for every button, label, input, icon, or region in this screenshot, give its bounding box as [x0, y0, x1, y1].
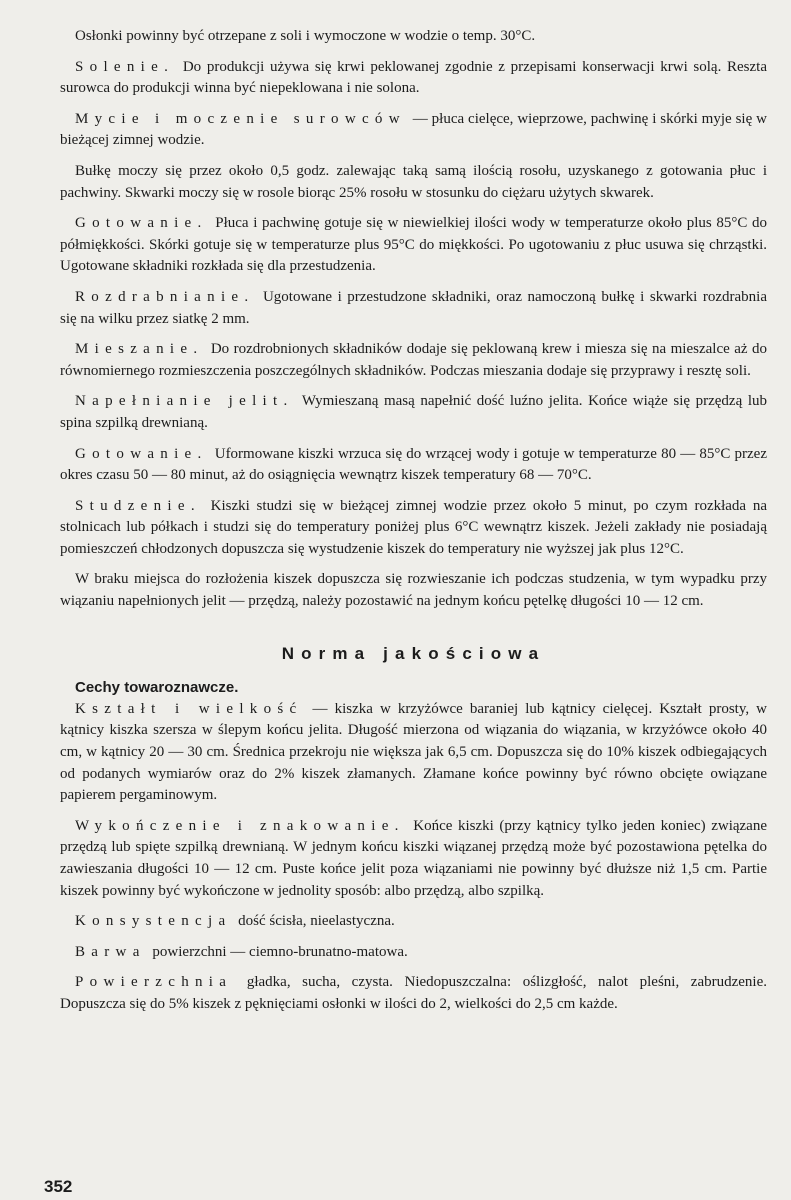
paragraph-text: dość ścisła, nieelastyczna.: [234, 913, 395, 930]
paragraph-lead: Napełnianie jelit.: [75, 393, 294, 410]
paragraph-text: Do rozdrobnionych składników dodaje się peklowaną krew i miesza się na mieszalce aż do równomiernego rozmieszczenia poszczególnych składników. Podczas mieszania dodaje się przyprawy i resztę soli.: [60, 341, 767, 379]
paragraph-gotowanie-2: [60, 444, 767, 487]
paragraph-konsystencja: [60, 911, 767, 933]
paragraph-text: Ugotowane i przestudzone składniki, oraz namoczoną bułkę i skwarki rozdrabnia się na wilku przez siatkę 2 mm.: [60, 288, 767, 327]
paragraph-text: Kiszki studzi się w bieżącej zimnej wodzie przez około 5 minut, po czym rozkłada na stolnicach lub półkach i studzi się do temperatury poniżej plus 6°C wewnątrz kiszek. Jeżeli zakłady nie posiadają pomieszczeń chłodzonych dopuszcza się wystudzenie kiszek do temperatury nie wyższej jak plus 12°C.: [60, 497, 767, 557]
paragraph-text: Bułkę moczy się przez około 0,5 godz. zalewając taką samą ilością rosołu, uzyskanego z gotowania płuc i pachwiny. Skwarki moczy się w rosole biorąc 25% rosołu w stosunku do ciężaru użytych skwarek.: [60, 162, 767, 201]
paragraph-text: gładka, sucha, czysta. Niedopuszczalna: oślizgłość, nalot pleśni, zabrudzenie. Dopuszcza się do 5% kiszek z pęknięciami osłonki w ilości do 2, wielkości do 2,5 cm każde.: [60, 974, 767, 1012]
paragraph-text: — kiszka w krzyżówce baraniej lub kątnicy cielęcej. Kształt prosty, w kątnicy kiszka szersza w ślepym końcu jelita. Długość mierzona od wiązania do wiązania, w krzyżówce około 40 cm, w kątnicy 20 — 30 cm. Średnica przekroju nie większa jak 6,5 cm. Dopuszcza się do 10% kiszek odbiegających od podanych wymiarów oraz do 2% kiszek złamanych. Złamane końce powinny być równo obcięte owiązane papierem pergaminowym.: [60, 700, 767, 804]
paragraph-mycie: [60, 109, 767, 152]
paragraph-lead: Gotowanie.: [75, 215, 208, 232]
top-section: [60, 26, 767, 613]
paragraph-lead: Powierzchnia: [75, 974, 233, 991]
paragraph-text: Wymieszaną masą napełnić dość luźno jelita. Końce wiąże się przędzą lub spina szpilką drewnianą.: [60, 393, 767, 431]
paragraph-lead: Barwa: [75, 943, 146, 960]
paragraph-lead: Rozdrabnianie.: [75, 288, 255, 305]
paragraph-lead: Konsystencja: [75, 913, 232, 930]
paragraph-bulka: [60, 161, 767, 204]
bottom-section: [60, 677, 767, 1015]
paragraph-text: Płuca i pachwinę gotuje się w niewielkiej ilości wody w temperaturze około plus 85°C do półmiękkości. Skórki gotuje się w temperaturze plus 95°C do miękkości. Po ugotowaniu z płuc usuwa się chrząstki. Ugotowane składniki rozkłada się dla przestudzenia.: [60, 215, 767, 275]
paragraph-lead: Wykończenie i znakowanie.: [75, 817, 405, 834]
paragraph-lead: Mieszanie.: [75, 341, 204, 358]
paragraph-text: W braku miejsca do rozłożenia kiszek dopuszcza się rozwieszanie ich podczas studzenia, w tym wypadku przy wiązaniu napełnionych jelit — przędzą, należy pozostawić na jednym końcu pętelkę długości 10 — 12 cm.: [60, 571, 767, 610]
paragraph-gotowanie-1: [60, 213, 767, 278]
paragraph-text: Osłonki powinny być otrzepane z soli i wymoczone w wodzie o temp. 30°C.: [75, 28, 536, 44]
paragraph-lead: Studzenie.: [75, 497, 201, 514]
paragraph-text: powierzchni — ciemno-brunatno-matowa.: [148, 943, 408, 960]
page-number: 352: [44, 1177, 73, 1196]
paragraph-braku-miejsca: [60, 569, 767, 612]
paragraph-text: Końce kiszki (przy kątnicy tylko jeden koniec) związane przędzą lub spięte szpilką drewnianą. W jednym końcu kiszki wiązanej przędzą może być pozostawiona pętelka do zawieszania długości 10 — 12 cm. Puste końce jelit poza wiązaniami nie powinny być dłuższe niż 1,5 cm. Partie kiszek powinny być wykończone w jednolity sposób: albo przędzą, albo szpilką.: [60, 817, 767, 899]
subheading: Cechy towaroznawcze.: [75, 679, 239, 697]
paragraph-ksztalt: [60, 699, 767, 807]
paragraph-osłonki: [60, 26, 767, 48]
paragraph-studzenie: [60, 496, 767, 561]
paragraph-rozdrabnianie: [60, 287, 767, 330]
paragraph-mieszanie: [60, 339, 767, 382]
paragraph-lead: Gotowanie.: [75, 445, 208, 462]
paragraph-lead: Solenie.: [75, 58, 175, 75]
paragraph-barwa: [60, 942, 767, 964]
paragraph-text: Uformowane kiszki wrzuca się do wrzącej wody i gotuje w temperaturze 80 — 85°C przez okres czasu 50 — 80 minut, aż do osiągnięcia wewnątrz kiszek temperatury 68 — 70°C.: [60, 445, 767, 484]
paragraph-wykonczenie: [60, 816, 767, 902]
paragraph-lead: Kształt i wielkość: [75, 700, 303, 717]
paragraph-text: — płuca cielęce, wieprzowe, pachwinę i skórki myje się w bieżącej zimnej wodzie.: [60, 110, 767, 149]
paragraph-text: Do produkcji używa się krwi peklowanej zgodnie z przepisami konserwacji krwi solą. Reszta surowca do produkcji winna być niepeklowana i nie solona.: [60, 58, 767, 97]
paragraph-napelnianie: [60, 391, 767, 434]
section-heading: Norma jakościowa: [281, 643, 546, 663]
paragraph-lead: Mycie i moczenie surowców: [75, 110, 406, 127]
paragraph-powierzchnia: [60, 972, 767, 1015]
paragraph-solenie: [60, 57, 767, 100]
